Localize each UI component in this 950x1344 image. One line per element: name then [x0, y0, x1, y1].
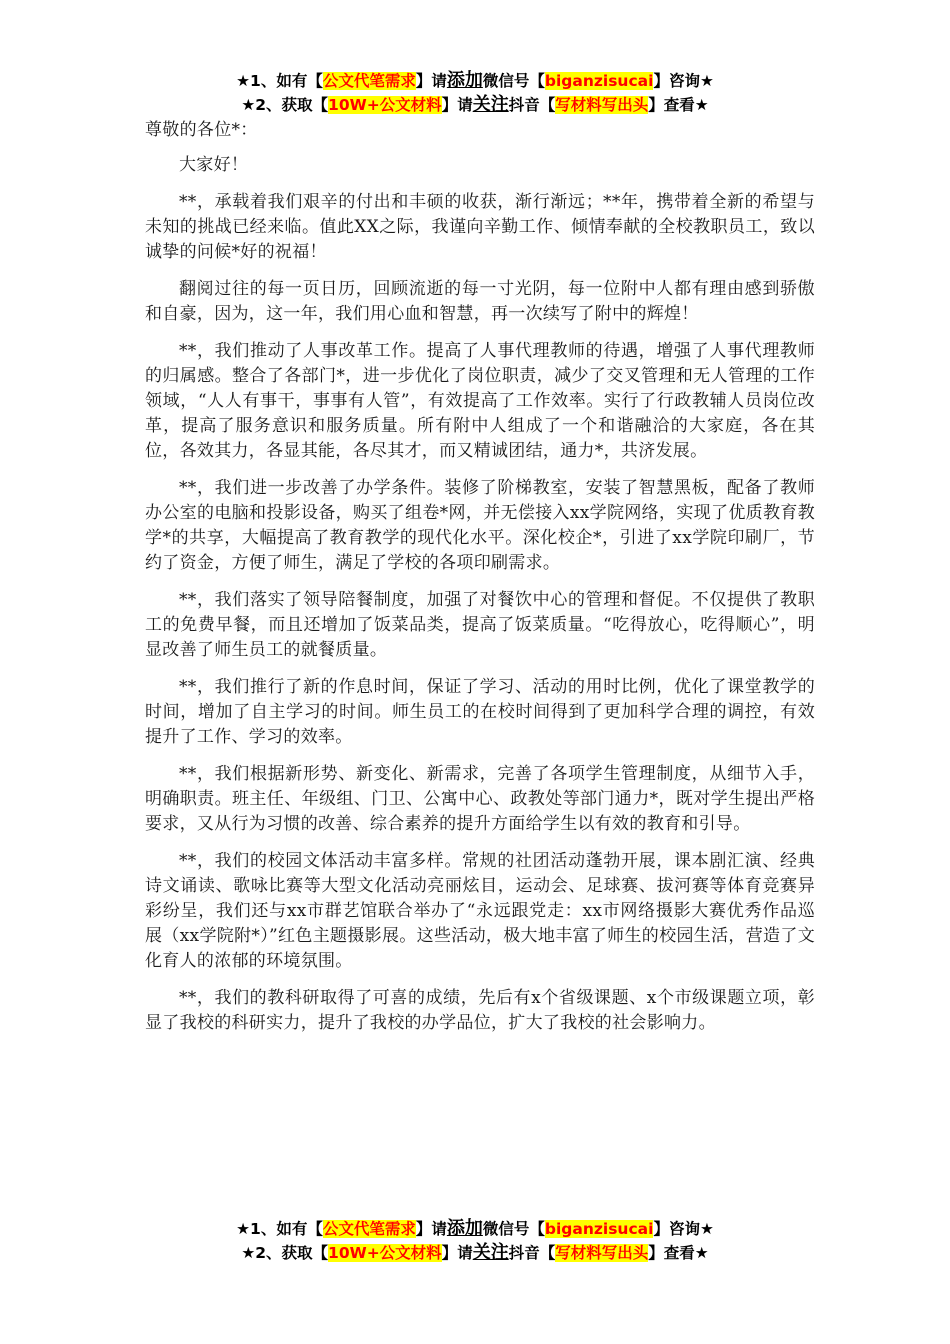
banner-text: 】咨询★: [653, 72, 714, 90]
emphasis-text: 添加: [446, 1218, 483, 1239]
emphasis-text: 关注: [472, 1242, 509, 1263]
paragraph: 翻阅过往的每一页日历，回顾流逝的每一寸光阴，每一位附中人都有理由感到骄傲和自豪，因为，这一年，我们用心血和智慧，再一次续写了附中的辉煌！: [145, 279, 815, 324]
paragraph: **，我们的教科研取得了可喜的成绩，先后有x个省级课题、x个市级课题立项，彰显了我校的科研实力，提升了我校的办学品位，扩大了我校的社会影响力。: [145, 988, 815, 1033]
paragraph: **，我们根据新形势、新变化、新需求，完善了各项学生管理制度，从细节入手，明确职责。班主任、年级组、门卫、公寓中心、政教处等部门通力*，既对学生提出严格要求，又从行为习惯的改善、综合素养的提升方面给学生以有效的教育和引导。: [145, 764, 815, 834]
paragraph: 大家好！: [179, 155, 249, 175]
highlight-douyin: 写材料写出头: [555, 1244, 649, 1262]
paragraph: **，我们进一步改善了办学条件。装修了阶梯教室，安装了智慧黑板，配备了教师办公室的电脑和投影设备，购买了组卷*网，并无偿接入xx学院网络，实现了优质教育教学*的共享，大幅提高了教育教学的现代化水平。深化校企*，引进了xx学院印刷厂，节约了资金，方便了师生，满足了学校的各项印刷需求。: [145, 478, 815, 573]
highlight-materials: 10W+公文材料: [328, 96, 442, 114]
banner-text: 】查看★: [648, 1244, 709, 1262]
banner-text: 微信号【: [482, 1220, 545, 1238]
emphasis-text: 关注: [472, 94, 509, 115]
banner-line-2: [0, 1241, 950, 1265]
banner-text: ★1、如有【: [236, 1220, 323, 1238]
banner-text: 】请: [441, 1244, 473, 1262]
banner-text: 】请: [441, 96, 473, 114]
document-body: [145, 118, 815, 1048]
emphasis-text: 添加: [446, 70, 483, 91]
highlight-materials: 10W+公文材料: [328, 1244, 442, 1262]
banner-text: 】请: [415, 72, 447, 90]
paragraph: **，承载着我们艰辛的付出和丰硕的收获，渐行渐远；**年，携带着全新的希望与未知的挑战已经来临。值此XX之际，我谨向辛勤工作、倾情奉献的全校教职员工，致以诚挚的问候*好的祝福！: [145, 192, 815, 262]
highlight-service: 公文代笔需求: [322, 1220, 416, 1238]
banner-line-1: [0, 69, 950, 93]
banner-text: ★2、获取【: [241, 96, 329, 114]
paragraph: **，我们的校园文体活动丰富多样。常规的社团活动蓬勃开展，课本剧汇演、经典诗文诵读、歌咏比赛等大型文化活动亮丽炫目，运动会、足球赛、拔河赛等体育竞赛异彩纷呈，我们还与xx市群艺馆联合举办了“永远跟党走：xx市网络摄影大赛优秀作品巡展（xx学院附*）”红色主题摄影展。这些活动，极大地丰富了师生的校园生活，营造了文化育人的浓郁的环境氛围。: [145, 851, 815, 971]
banner-text: 抖音【: [508, 1244, 556, 1262]
paragraph: **，我们落实了领导陪餐制度，加强了对餐饮中心的管理和督促。不仅提供了教职工的免费早餐，而且还增加了饭菜品类，提高了饭菜质量。“吃得放心，吃得顺心”，明显改善了师生员工的就餐质量。: [145, 590, 815, 660]
highlight-wechat-id: biganzisucai: [544, 1220, 654, 1238]
banner-line-2: [0, 93, 950, 117]
banner-text: 微信号【: [482, 72, 545, 90]
top-banner: [0, 69, 950, 117]
highlight-service: 公文代笔需求: [322, 72, 416, 90]
bottom-banner: [0, 1217, 950, 1265]
banner-text: 】请: [415, 1220, 447, 1238]
banner-text: ★2、获取【: [241, 1244, 329, 1262]
banner-text: 】咨询★: [653, 1220, 714, 1238]
banner-line-1: [0, 1217, 950, 1241]
highlight-wechat-id: biganzisucai: [544, 72, 654, 90]
paragraph: **，我们推行了新的作息时间，保证了学习、活动的用时比例，优化了课堂教学的时间，增加了自主学习的时间。师生员工的在校时间得到了更加科学合理的调控，有效提升了工作、学习的效率。: [145, 677, 815, 747]
banner-text: 】查看★: [648, 96, 709, 114]
paragraph: **，我们推动了人事改革工作。提高了人事代理教师的待遇，增强了人事代理教师的归属感。整合了各部门*，进一步优化了岗位职责，减少了交叉管理和无人管理的工作领域，“人人有事干，事事有人管”，有效提高了工作效率。实行了行政教辅人员岗位改革，提高了服务意识和服务质量。所有附中人组成了一个和谐融洽的大家庭，各在其位，各效其力，各显其能，各尽其才，而又精诚团结，通力*，共济发展。: [145, 341, 815, 461]
banner-text: ★1、如有【: [236, 72, 323, 90]
highlight-douyin: 写材料写出头: [555, 96, 649, 114]
banner-text: 抖音【: [508, 96, 556, 114]
greeting: 尊敬的各位*：: [145, 120, 258, 140]
